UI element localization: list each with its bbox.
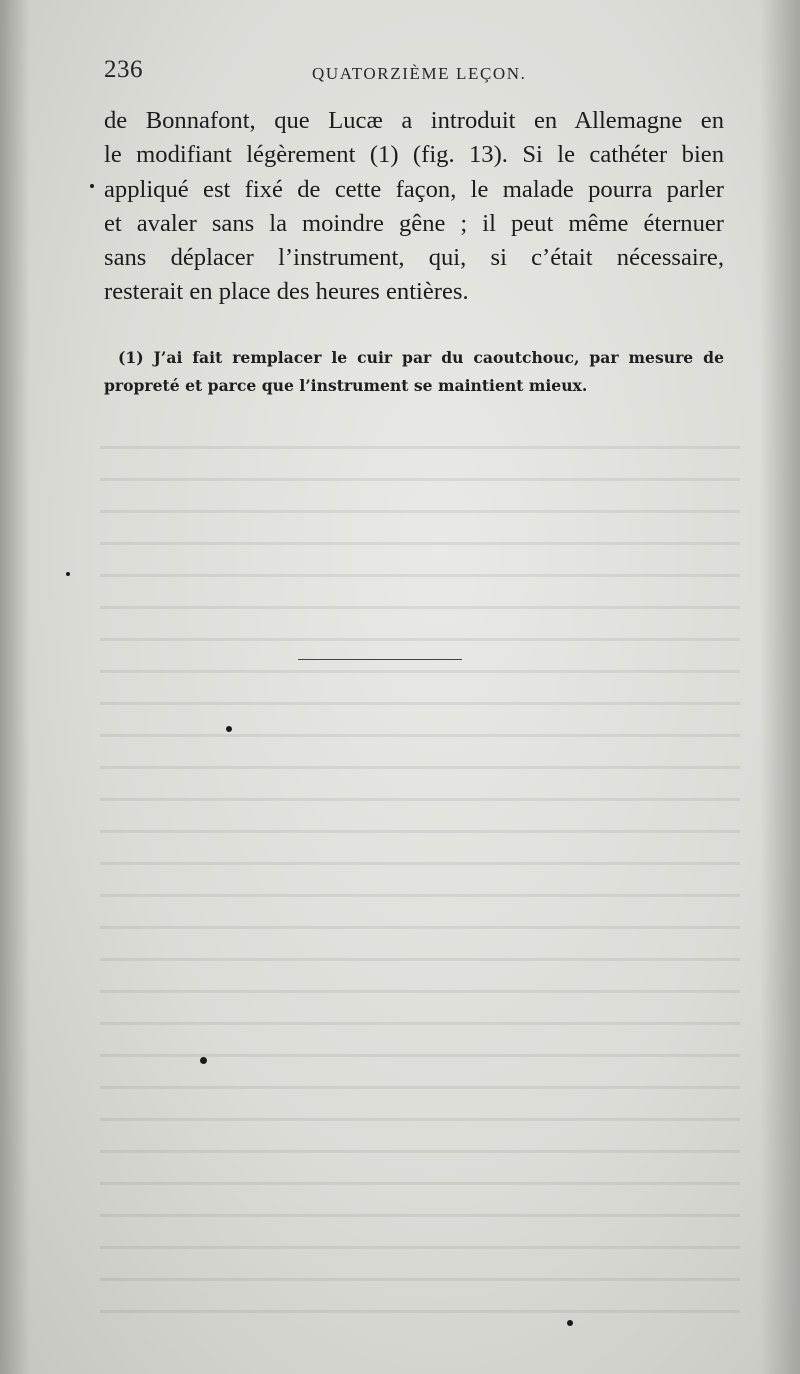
footnote-line: propreté et parce que l’instrument se maintient mieux. [104, 376, 588, 395]
ink-speck [226, 726, 232, 732]
section-divider [298, 659, 462, 660]
footnote-line: (1) J’ai fait remplacer le cuir par du caoutchouc, par mesure de [118, 348, 724, 367]
running-title: QUATORZIÈME LEÇON. [312, 64, 527, 83]
body-line: et avaler sans la moindre gêne ; il peut même éternuer [104, 209, 724, 237]
ink-speck [90, 184, 94, 188]
page-header [104, 54, 724, 94]
body-line: sans déplacer l’instrument, qui, si c’était nécessaire, [104, 244, 724, 272]
body-line: le modifiant légèrement (1) (fig. 13). Si le cathéter bien [104, 141, 724, 169]
ink-speck [66, 572, 70, 576]
body-line: resterait en place des heures entières. [104, 278, 469, 306]
body-paragraph [104, 104, 724, 310]
body-line: appliqué est fixé de cette façon, le malade pourra parler [104, 175, 724, 203]
ink-speck [200, 1057, 207, 1064]
footnote [104, 344, 724, 400]
body-line: de Bonnafont, que Lucæ a introduit en Allemagne en [104, 107, 724, 134]
show-through-text [100, 420, 740, 1320]
page-number: 236 [104, 56, 143, 83]
ink-speck [567, 1320, 573, 1326]
